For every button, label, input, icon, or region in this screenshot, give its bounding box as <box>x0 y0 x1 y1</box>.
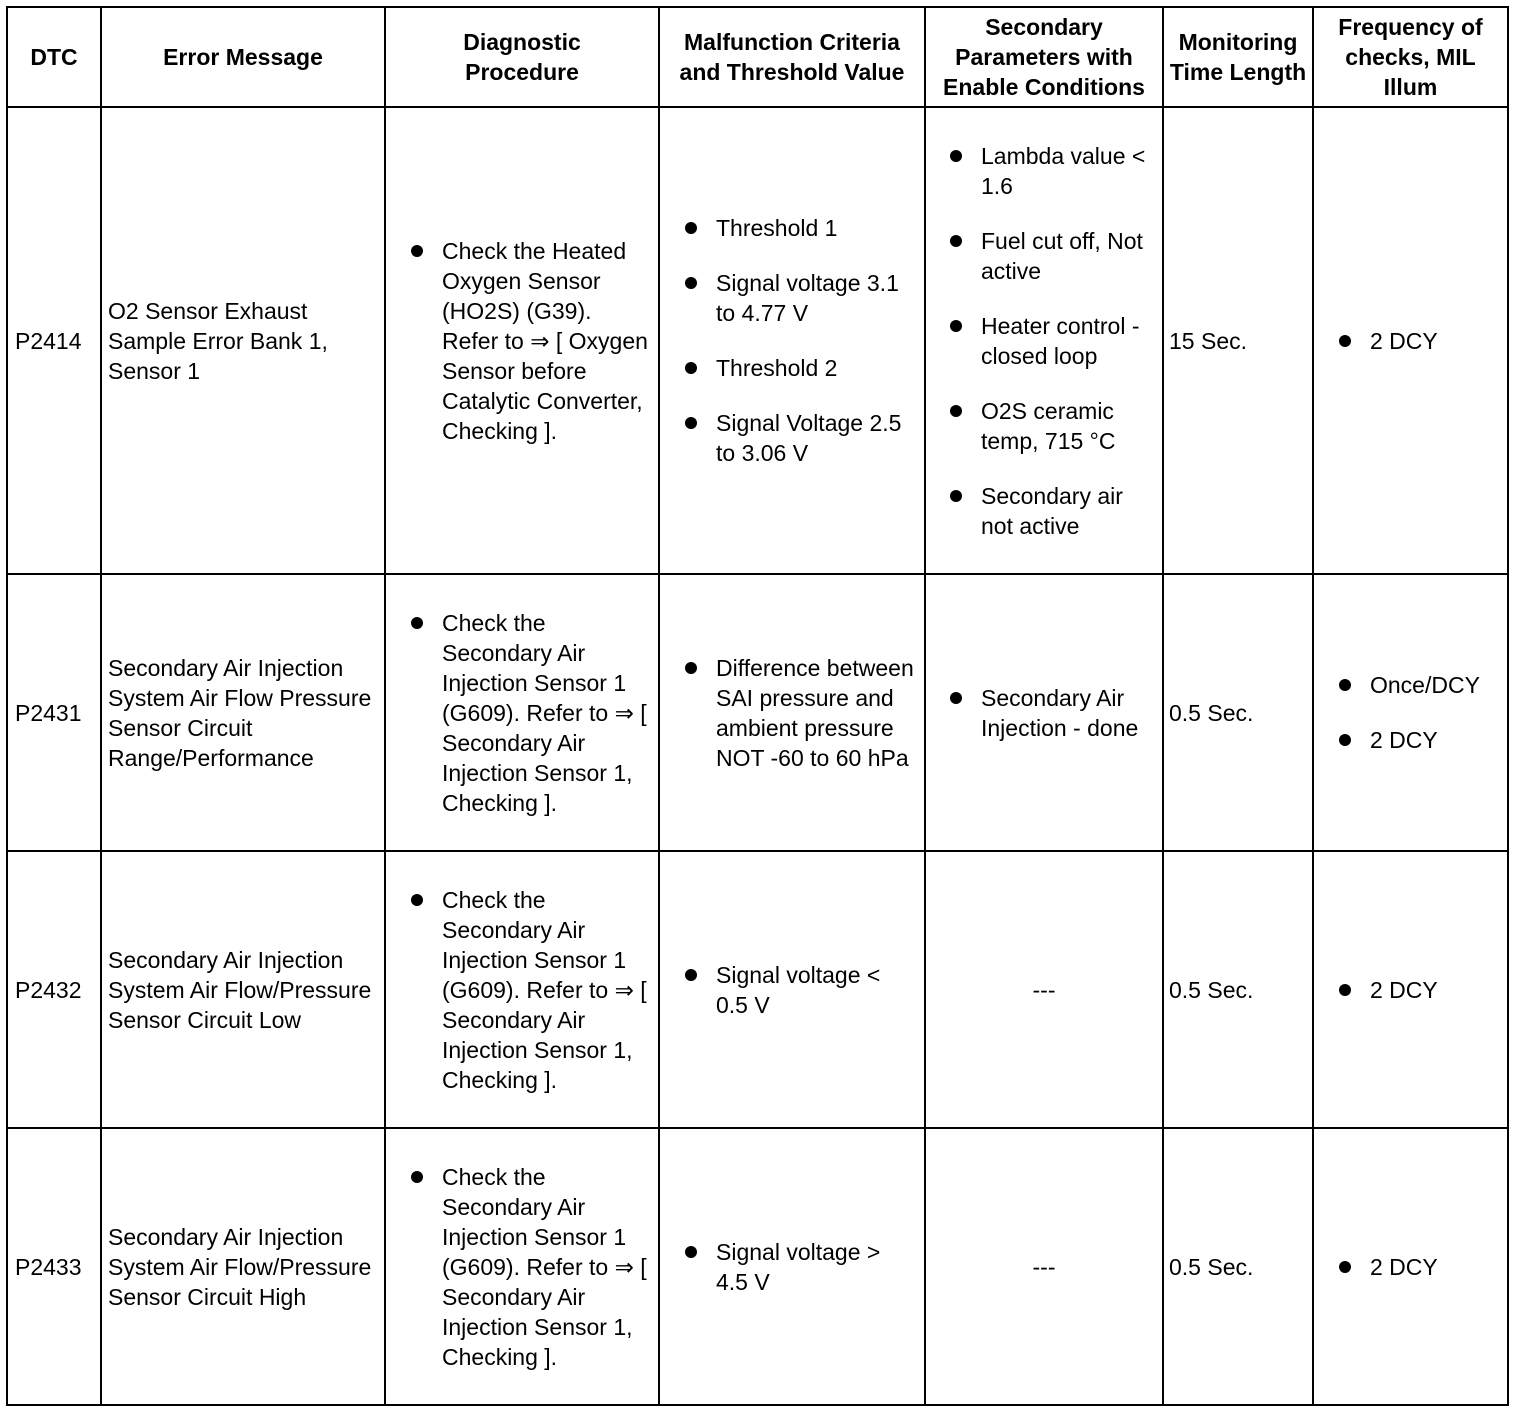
frequency-item: 2 DCY <box>1314 725 1507 755</box>
malfunction-criteria-item: Signal Voltage 2.5 to 3.06 V <box>660 408 924 468</box>
frequency-cell <box>1313 574 1508 851</box>
monitoring-time: 15 Sec. <box>1163 107 1313 574</box>
frequency-cell <box>1313 107 1508 574</box>
header-frequency: Frequency of checks, MIL Illum <box>1313 7 1508 107</box>
error-message: Secondary Air Injection System Air Flow/Pressure Sensor Circuit High <box>101 1128 385 1405</box>
secondary-parameter-item: O2S ceramic temp, 715 °C <box>926 396 1162 456</box>
secondary-parameters-cell <box>925 107 1163 574</box>
frequency-item: 2 DCY <box>1314 975 1507 1005</box>
diagnostic-procedure: Check the Heated Oxygen Sensor (HO2S) (G39). Refer to ⇒ [ Oxygen Sensor before Catalytic Converter, Checking ]. <box>386 236 658 446</box>
table-row <box>7 107 1508 574</box>
header-diagnostic-procedure: Diagnostic Procedure <box>385 7 659 107</box>
header-error-message: Error Message <box>101 7 385 107</box>
malfunction-criteria-cell <box>659 851 925 1128</box>
dtc-code: P2431 <box>7 574 101 851</box>
error-message: O2 Sensor Exhaust Sample Error Bank 1, Sensor 1 <box>101 107 385 574</box>
frequency-item: Once/DCY <box>1314 670 1507 700</box>
frequency-cell <box>1313 851 1508 1128</box>
malfunction-criteria-cell <box>659 574 925 851</box>
malfunction-criteria-item: Threshold 2 <box>660 353 924 383</box>
dtc-table <box>6 6 1509 1406</box>
diagnostic-procedure-cell <box>385 1128 659 1405</box>
secondary-parameters-none: --- <box>925 851 1163 1128</box>
diagnostic-procedure-cell <box>385 851 659 1128</box>
secondary-parameters-none: --- <box>925 1128 1163 1405</box>
malfunction-criteria-cell <box>659 1128 925 1405</box>
table-row <box>7 574 1508 851</box>
dtc-code: P2433 <box>7 1128 101 1405</box>
header-secondary-parameters: Secondary Parameters with Enable Conditions <box>925 7 1163 107</box>
diagnostic-procedure-cell <box>385 107 659 574</box>
malfunction-criteria-item: Signal voltage < 0.5 V <box>660 960 924 1020</box>
secondary-parameters-cell <box>925 574 1163 851</box>
diagnostic-procedure-cell <box>385 574 659 851</box>
secondary-parameter-item: Secondary Air Injection - done <box>926 683 1162 743</box>
frequency-cell <box>1313 1128 1508 1405</box>
malfunction-criteria-item: Signal voltage > 4.5 V <box>660 1237 924 1297</box>
error-message: Secondary Air Injection System Air Flow/Pressure Sensor Circuit Low <box>101 851 385 1128</box>
monitoring-time: 0.5 Sec. <box>1163 1128 1313 1405</box>
frequency-item: 2 DCY <box>1314 1252 1507 1282</box>
monitoring-time: 0.5 Sec. <box>1163 851 1313 1128</box>
header-monitoring-time: Monitoring Time Length <box>1163 7 1313 107</box>
monitoring-time: 0.5 Sec. <box>1163 574 1313 851</box>
secondary-parameter-item: Lambda value < 1.6 <box>926 141 1162 201</box>
diagnostic-procedure: Check the Secondary Air Injection Sensor 1 (G609). Refer to ⇒ [ Secondary Air Injection Sensor 1, Checking ]. <box>386 1162 658 1372</box>
secondary-parameter-item: Secondary air not active <box>926 481 1162 541</box>
malfunction-criteria-item: Threshold 1 <box>660 213 924 243</box>
table-row <box>7 851 1508 1128</box>
malfunction-criteria-item: Difference between SAI pressure and ambient pressure NOT -60 to 60 hPa <box>660 653 924 773</box>
table-row <box>7 1128 1508 1405</box>
frequency-item: 2 DCY <box>1314 326 1507 356</box>
secondary-parameter-item: Fuel cut off, Not active <box>926 226 1162 286</box>
diagnostic-procedure: Check the Secondary Air Injection Sensor 1 (G609). Refer to ⇒ [ Secondary Air Injection Sensor 1, Checking ]. <box>386 608 658 818</box>
header-dtc: DTC <box>7 7 101 107</box>
secondary-parameter-item: Heater control - closed loop <box>926 311 1162 371</box>
diagnostic-procedure: Check the Secondary Air Injection Sensor 1 (G609). Refer to ⇒ [ Secondary Air Injection Sensor 1, Checking ]. <box>386 885 658 1095</box>
malfunction-criteria-cell <box>659 107 925 574</box>
header-row <box>7 7 1508 107</box>
malfunction-criteria-item: Signal voltage 3.1 to 4.77 V <box>660 268 924 328</box>
error-message: Secondary Air Injection System Air Flow Pressure Sensor Circuit Range/Performance <box>101 574 385 851</box>
dtc-code: P2432 <box>7 851 101 1128</box>
header-malfunction-criteria: Malfunction Criteria and Threshold Value <box>659 7 925 107</box>
dtc-code: P2414 <box>7 107 101 574</box>
